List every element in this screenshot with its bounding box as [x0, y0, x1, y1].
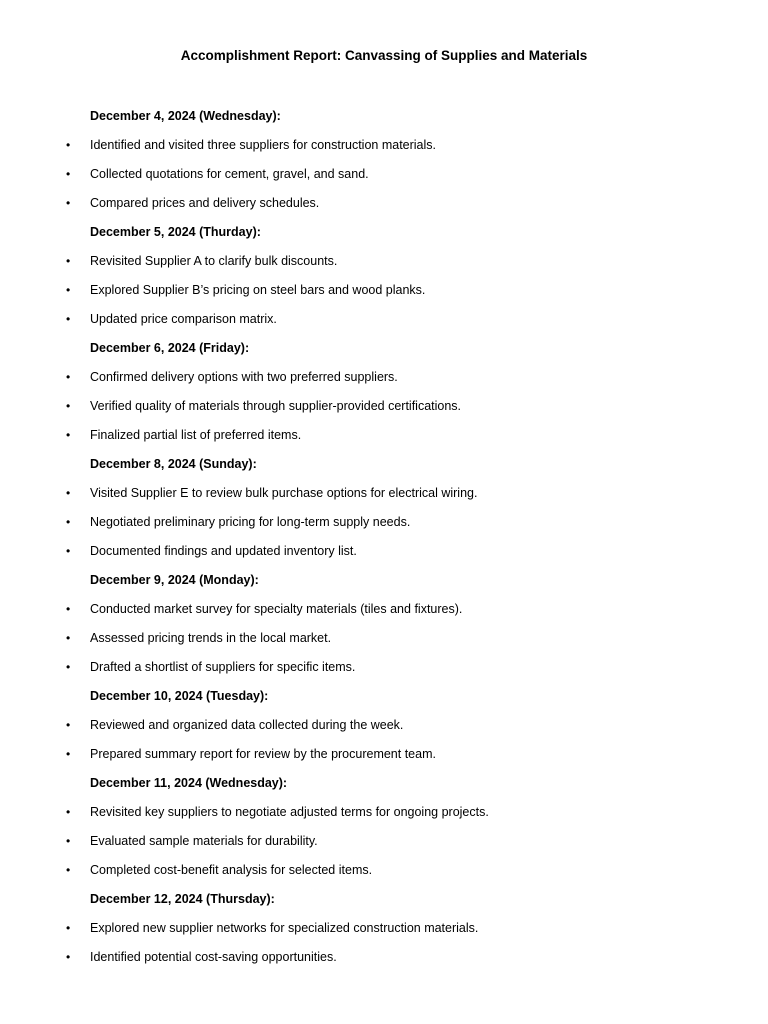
report-content	[0, 106, 768, 976]
list-item-text: Reviewed and organized data collected during the week.	[90, 718, 404, 732]
list-item-text: Prepared summary report for review by the procurement team.	[90, 747, 436, 761]
list-item-text: Verified quality of materials through supplier-provided certifications.	[90, 399, 462, 413]
date-heading: December 12, 2024 (Thursday):	[90, 892, 275, 906]
list-item	[0, 657, 768, 686]
list-item-text: Explored Supplier B’s pricing on steel bars and wood planks.	[90, 283, 426, 297]
list-item-text: Assessed pricing trends in the local market.	[90, 631, 332, 645]
list-item-text: Updated price comparison matrix.	[90, 312, 277, 326]
bullet-icon: •	[66, 805, 71, 819]
bullet-icon: •	[66, 718, 71, 732]
bullet-icon: •	[66, 486, 71, 500]
list-item	[0, 715, 768, 744]
list-item-text: Revisited key suppliers to negotiate adjusted terms for ongoing projects.	[90, 805, 489, 819]
list-item	[0, 918, 768, 947]
list-item-text: Collected quotations for cement, gravel, and sand.	[90, 167, 369, 181]
list-item	[0, 309, 768, 338]
list-item	[0, 744, 768, 773]
bullet-icon: •	[66, 834, 71, 848]
bullet-icon: •	[66, 921, 71, 935]
bullet-icon: •	[66, 544, 71, 558]
list-item-text: Negotiated preliminary pricing for long-term supply needs.	[90, 515, 411, 529]
date-heading: December 8, 2024 (Sunday):	[90, 457, 257, 471]
list-item	[0, 425, 768, 454]
list-item	[0, 367, 768, 396]
bullet-icon: •	[66, 138, 71, 152]
date-heading: December 4, 2024 (Wednesday):	[90, 109, 281, 123]
list-item	[0, 193, 768, 222]
bullet-icon: •	[66, 747, 71, 761]
list-item	[0, 512, 768, 541]
list-item	[0, 860, 768, 889]
list-item	[0, 483, 768, 512]
bullet-icon: •	[66, 950, 71, 964]
list-item-text: Revisited Supplier A to clarify bulk discounts.	[90, 254, 338, 268]
list-item-text: Identified and visited three suppliers for construction materials.	[90, 138, 437, 152]
bullet-icon: •	[66, 283, 71, 297]
list-item	[0, 135, 768, 164]
date-heading: December 5, 2024 (Thurday):	[90, 225, 261, 239]
list-item	[0, 396, 768, 425]
report-title: Accomplishment Report: Canvassing of Supplies and Materials	[180, 48, 588, 63]
bullet-icon: •	[66, 602, 71, 616]
bullet-icon: •	[66, 660, 71, 674]
list-item-text: Documented findings and updated inventory list.	[90, 544, 357, 558]
list-item	[0, 628, 768, 657]
list-item	[0, 541, 768, 570]
date-heading: December 9, 2024 (Monday):	[90, 573, 259, 587]
list-item	[0, 802, 768, 831]
list-item-text: Finalized partial list of preferred items.	[90, 428, 302, 442]
list-item	[0, 251, 768, 280]
list-item-text: Confirmed delivery options with two preferred suppliers.	[90, 370, 398, 384]
list-item	[0, 599, 768, 628]
list-item	[0, 831, 768, 860]
list-item-text: Evaluated sample materials for durability.	[90, 834, 318, 848]
list-item	[0, 164, 768, 193]
list-item-text: Explored new supplier networks for specialized construction materials.	[90, 921, 479, 935]
bullet-icon: •	[66, 631, 71, 645]
list-item-text: Completed cost-benefit analysis for selected items.	[90, 863, 373, 877]
list-item-text: Conducted market survey for specialty materials (tiles and fixtures).	[90, 602, 463, 616]
list-item-text: Drafted a shortlist of suppliers for specific items.	[90, 660, 356, 674]
date-heading: December 6, 2024 (Friday):	[90, 341, 250, 355]
date-heading: December 11, 2024 (Wednesday):	[90, 776, 288, 790]
date-heading: December 10, 2024 (Tuesday):	[90, 689, 269, 703]
bullet-icon: •	[66, 370, 71, 384]
list-item-text: Compared prices and delivery schedules.	[90, 196, 320, 210]
list-item-text: Identified potential cost-saving opportunities.	[90, 950, 337, 964]
bullet-icon: •	[66, 428, 71, 442]
bullet-icon: •	[66, 196, 71, 210]
list-item-text: Visited Supplier E to review bulk purchase options for electrical wiring.	[90, 486, 478, 500]
list-item	[0, 280, 768, 309]
bullet-icon: •	[66, 863, 71, 877]
bullet-icon: •	[66, 515, 71, 529]
list-item	[0, 947, 768, 976]
bullet-icon: •	[66, 167, 71, 181]
bullet-icon: •	[66, 312, 71, 326]
bullet-icon: •	[66, 399, 71, 413]
bullet-icon: •	[66, 254, 71, 268]
